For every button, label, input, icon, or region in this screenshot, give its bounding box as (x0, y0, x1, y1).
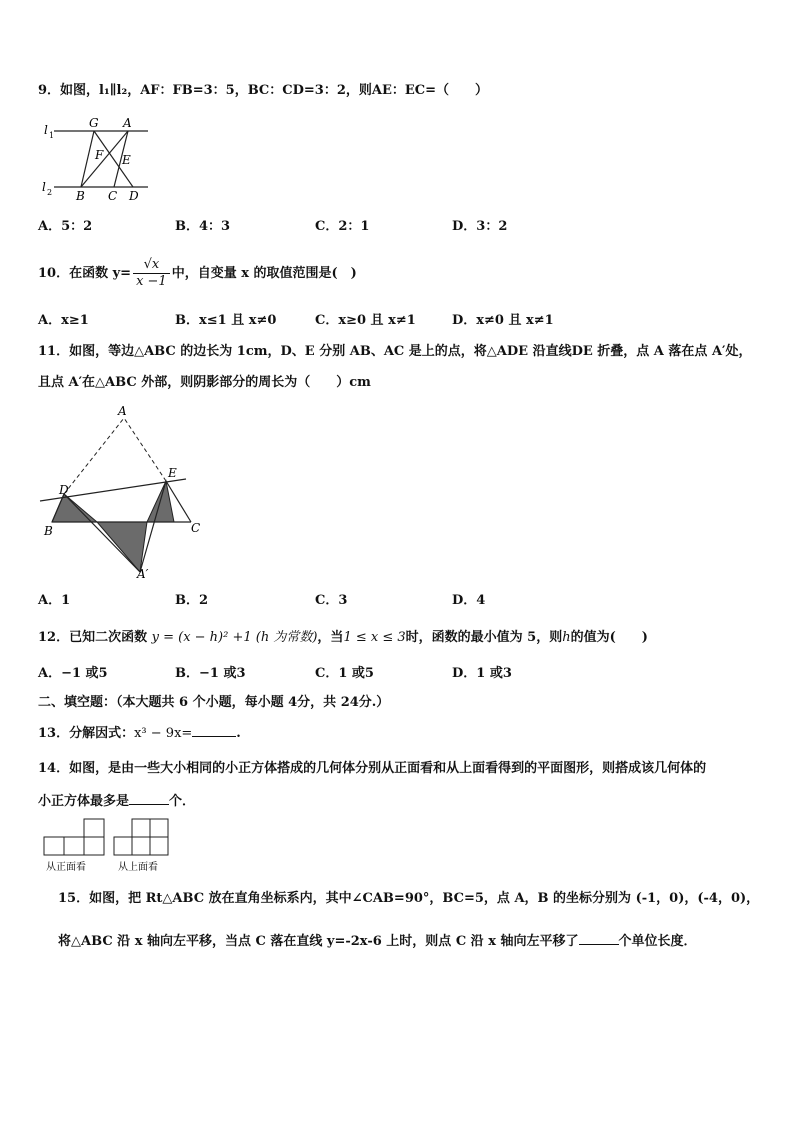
q14-caption-top: 从上面看 (118, 862, 158, 873)
q12-range: 1 ≤ x ≤ 3 (343, 630, 406, 645)
q11-option-a: A．1 (38, 593, 71, 608)
q15-answer-blank (579, 932, 619, 945)
q9-label-l2-sub: 2 (47, 188, 53, 197)
q10-pre: 10．在函数 y= (38, 266, 132, 281)
q12-post: 时，函数的最小值为 5，则 (405, 630, 563, 645)
q9-label-l2: l (42, 180, 46, 194)
q10-denominator: x −1 (136, 274, 167, 289)
q11-label-E: E (168, 466, 177, 480)
q12-h: h (562, 630, 571, 645)
section-heading-fill-in: 二、填空题：（本大题共 6 个小题，每小题 4分，共 24分.） (38, 695, 390, 710)
q9-label-A: A (123, 116, 132, 130)
q15-line1: 15．如图，把 Rt△ABC 放在直角坐标系内，其中∠CAB=90°，BC=5，点 A，B 的坐标分别为 (-1，0)，(-4，0)， (58, 891, 760, 906)
q12-pre: 12．已知二次函数 (38, 630, 148, 645)
q11-option-d: D．4 (452, 593, 486, 608)
q13-pre: 13．分解因式： (38, 726, 135, 741)
q9-option-b: B．4：3 (175, 219, 231, 234)
q15-line2-post: 个单位长度． (618, 934, 697, 949)
q15-line2-pre: 将△ABC 沿 x 轴向左平移，当点 C 落在直线 y=-2x-6 上时，则点 C 沿 x 轴向左平移了 (58, 934, 579, 949)
q12-option-d: D．1 或3 (452, 666, 512, 681)
q12-end: 的值为( ) (570, 630, 648, 645)
q9-label-G: G (89, 116, 99, 130)
q11-option-c: C．3 (315, 593, 348, 608)
q11-line1: 11．如图，等边△ABC 的边长为 1cm，D、E 分别 AB、AC 是上的点，将△ADE 沿直线DE 折叠，点 A 落在点 A′处， (38, 344, 752, 359)
q14-answer-blank (129, 792, 169, 805)
q11-option-b: B．2 (175, 593, 209, 608)
q11-label-B: B (44, 524, 53, 538)
q13-end: . (236, 726, 241, 741)
q14-top-view (114, 819, 168, 855)
q10-option-b: B．x≤1 且 x≠0 (175, 313, 277, 328)
q14-line2 (38, 792, 195, 811)
q11-label-C: C (191, 521, 201, 535)
q9-label-B: B (76, 189, 85, 203)
q13-stem (38, 724, 241, 743)
q9-stem: 9．如图，l₁∥l₂，AF：FB=3：5，BC：CD=3：2，则AE：EC=（ ） (38, 83, 489, 98)
q9-label-F: F (95, 148, 104, 162)
q9-label-E: E (122, 153, 131, 167)
q11-label-D: D (59, 483, 69, 497)
q14-figure (38, 815, 178, 877)
q12-formula: y = (x − h)² +1 (h 为常数) (151, 630, 318, 645)
q14-caption-front: 从正面看 (46, 862, 86, 873)
q9-label-C: C (108, 189, 118, 203)
q12-mid: ，当 (317, 630, 344, 645)
q9-figure (36, 112, 156, 204)
q9-label-l1-sub: 1 (49, 131, 55, 140)
q9-label-D: D (129, 189, 139, 203)
q12-stem (38, 629, 648, 647)
q10-fraction (133, 257, 170, 290)
q10-option-d: D．x≠0 且 x≠1 (452, 313, 554, 328)
q9-option-a: A．5：2 (38, 219, 93, 234)
q14-line1: 14．如图，是由一些大小相同的小正方体搭成的几何体分别从正面看和从上面看得到的平面图形，则搭成该几何体的 (38, 761, 707, 776)
q15-line2 (58, 932, 697, 951)
q10-stem (38, 256, 357, 292)
q14-line2-post: 个． (169, 794, 196, 809)
q12-option-c: C．1 或5 (315, 666, 374, 681)
q10-numerator: √x (133, 257, 170, 274)
q13-expr: x³ − 9x= (134, 726, 193, 741)
q10-option-c: C．x≥0 且 x≠1 (315, 313, 416, 328)
q11-figure (36, 402, 216, 584)
q10-post: 中，自变量 x 的取值范围是( ) (171, 266, 357, 281)
q9-option-c: C．2：1 (315, 219, 370, 234)
q11-label-Aprime: A′ (137, 567, 149, 581)
q9-label-l1: l (44, 123, 48, 137)
q14-front-view (44, 819, 104, 855)
q9-option-d: D．3：2 (452, 219, 508, 234)
q11-label-A: A (118, 404, 127, 418)
q12-option-b: B．−1 或3 (175, 666, 246, 681)
q10-option-a: A．x≥1 (38, 313, 89, 328)
q11-line2: 且点 A′在△ABC 外部，则阴影部分的周长为（ ）cm (38, 375, 371, 390)
q12-option-a: A．−1 或5 (38, 666, 108, 681)
q14-line2-pre: 小正方体最多是 (38, 794, 130, 809)
q13-answer-blank (192, 724, 236, 737)
